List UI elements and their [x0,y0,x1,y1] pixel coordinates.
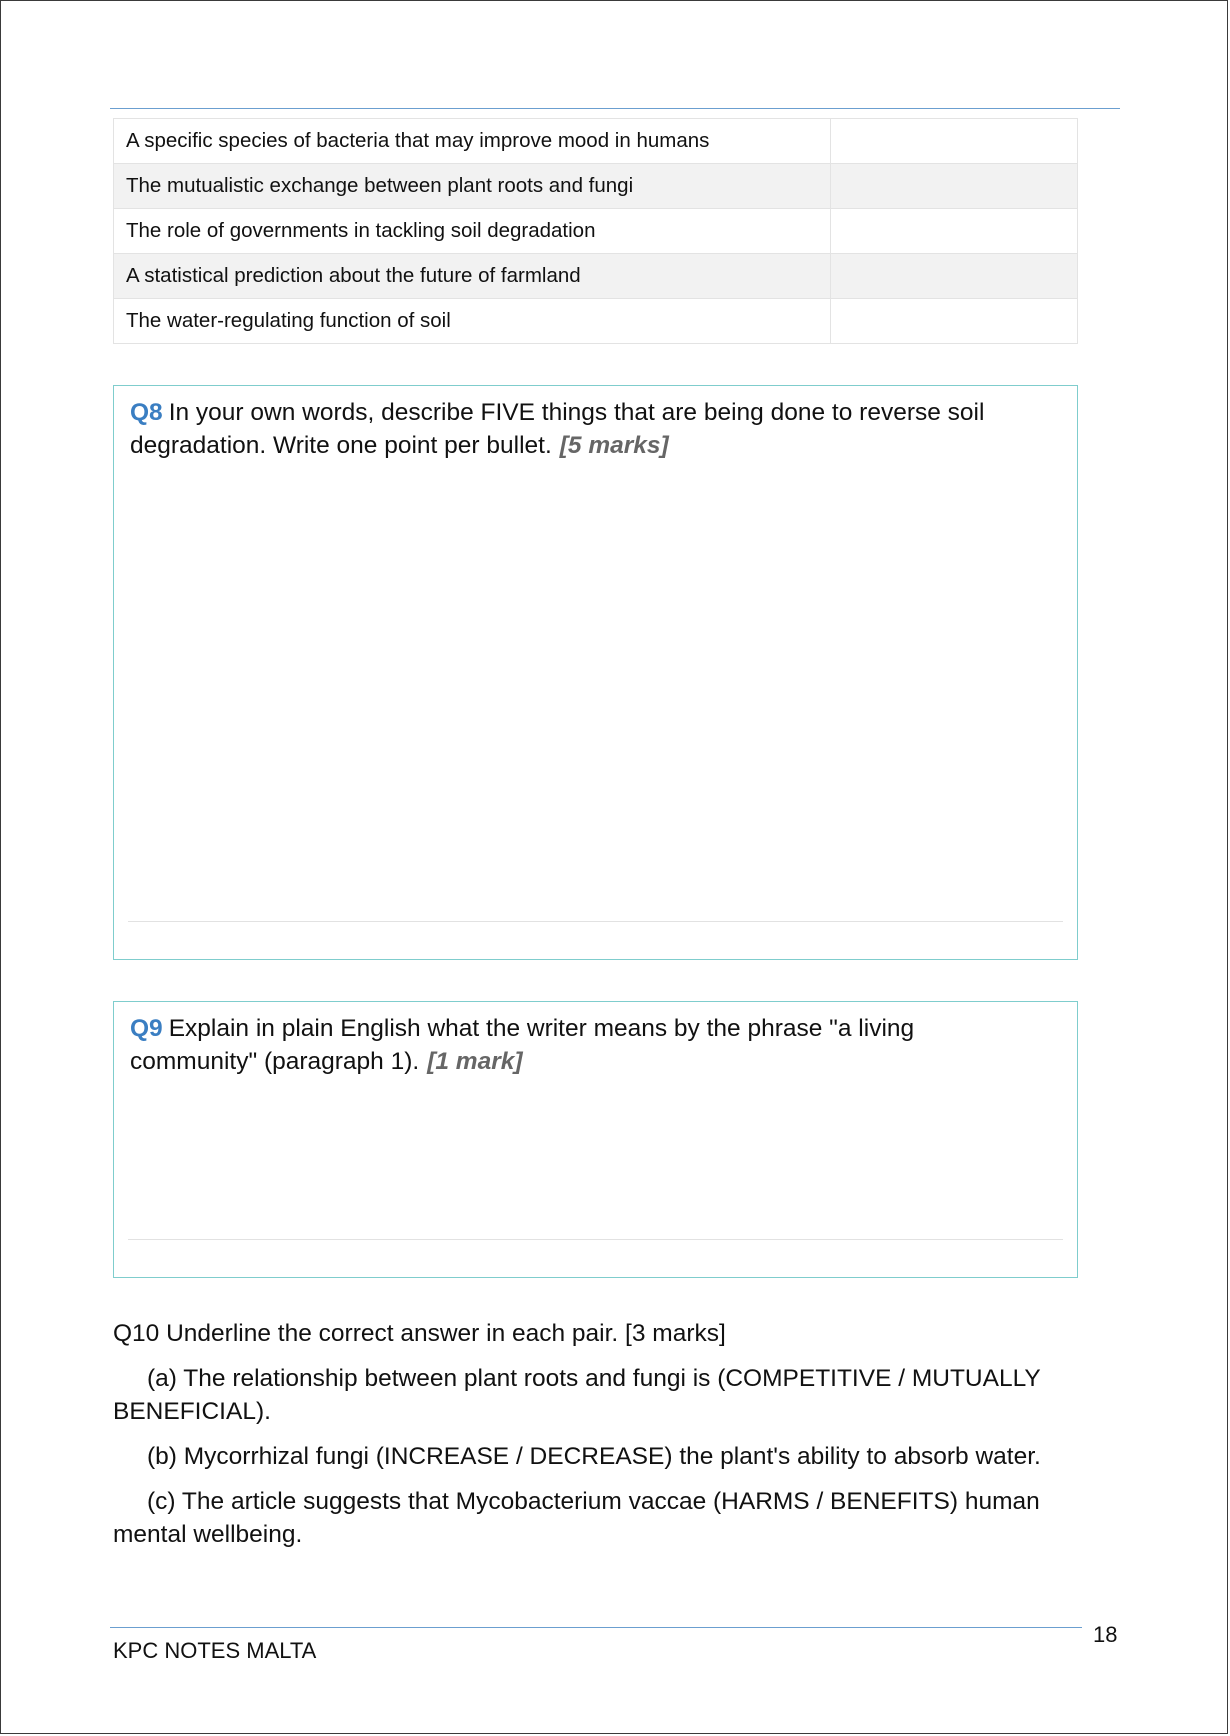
q9-marks: [1 mark] [427,1048,523,1075]
q10-item-b[interactable]: (b) Mycorrhizal fungi (INCREASE / DECREASE) the plant's ability to absorb water. [147,1443,1041,1470]
q9-prompt [130,1012,1037,1078]
q10-title: Q10 Underline the correct answer in each pair. [3 marks] [113,1320,726,1347]
statement-cell: A statistical prediction about the future of farmland [114,254,831,299]
header-rule [110,108,1120,109]
q8-answer-line [128,921,1063,922]
statement-cell: The water-regulating function of soil [114,299,831,344]
q10-item-a[interactable]: (a) The relationship between plant roots and fungi is (COMPETITIVE / MUTUALLY BENEFICIAL). [113,1365,1041,1425]
answer-cell[interactable] [831,299,1078,344]
q8-prompt [130,396,1037,462]
q8-marks: [5 marks] [559,432,669,459]
q8-answer-box[interactable] [113,385,1078,960]
q9-number: Q9 [130,1015,163,1042]
table-row [114,164,1078,209]
matching-table [113,118,1078,344]
q9-answer-line [128,1239,1063,1240]
table-row [114,209,1078,254]
statement-cell: A specific species of bacteria that may improve mood in humans [114,119,831,164]
answer-cell[interactable] [831,164,1078,209]
page-number: 18 [1093,1622,1118,1647]
statement-cell: The mutualistic exchange between plant roots and fungi [114,164,831,209]
q10-section [113,1317,1073,1563]
answer-cell[interactable] [831,119,1078,164]
q8-number: Q8 [130,399,163,426]
q8-text: In your own words, describe FIVE things that are being done to reverse soil degradation. Write one point per bullet. [130,399,985,459]
table-row [114,254,1078,299]
q10-item-c[interactable]: (c) The article suggests that Mycobacterium vaccae (HARMS / BENEFITS) human mental wellbeing. [113,1488,1040,1548]
table-row [114,299,1078,344]
answer-cell[interactable] [831,254,1078,299]
q9-answer-box[interactable] [113,1001,1078,1278]
answer-cell[interactable] [831,209,1078,254]
footer-rule [110,1627,1082,1628]
footer-text: KPC NOTES MALTA [113,1638,317,1663]
q9-text: Explain in plain English what the writer means by the phrase "a living community" (paragraph 1). [130,1015,915,1075]
table-row [114,119,1078,164]
statement-cell: The role of governments in tackling soil degradation [114,209,831,254]
